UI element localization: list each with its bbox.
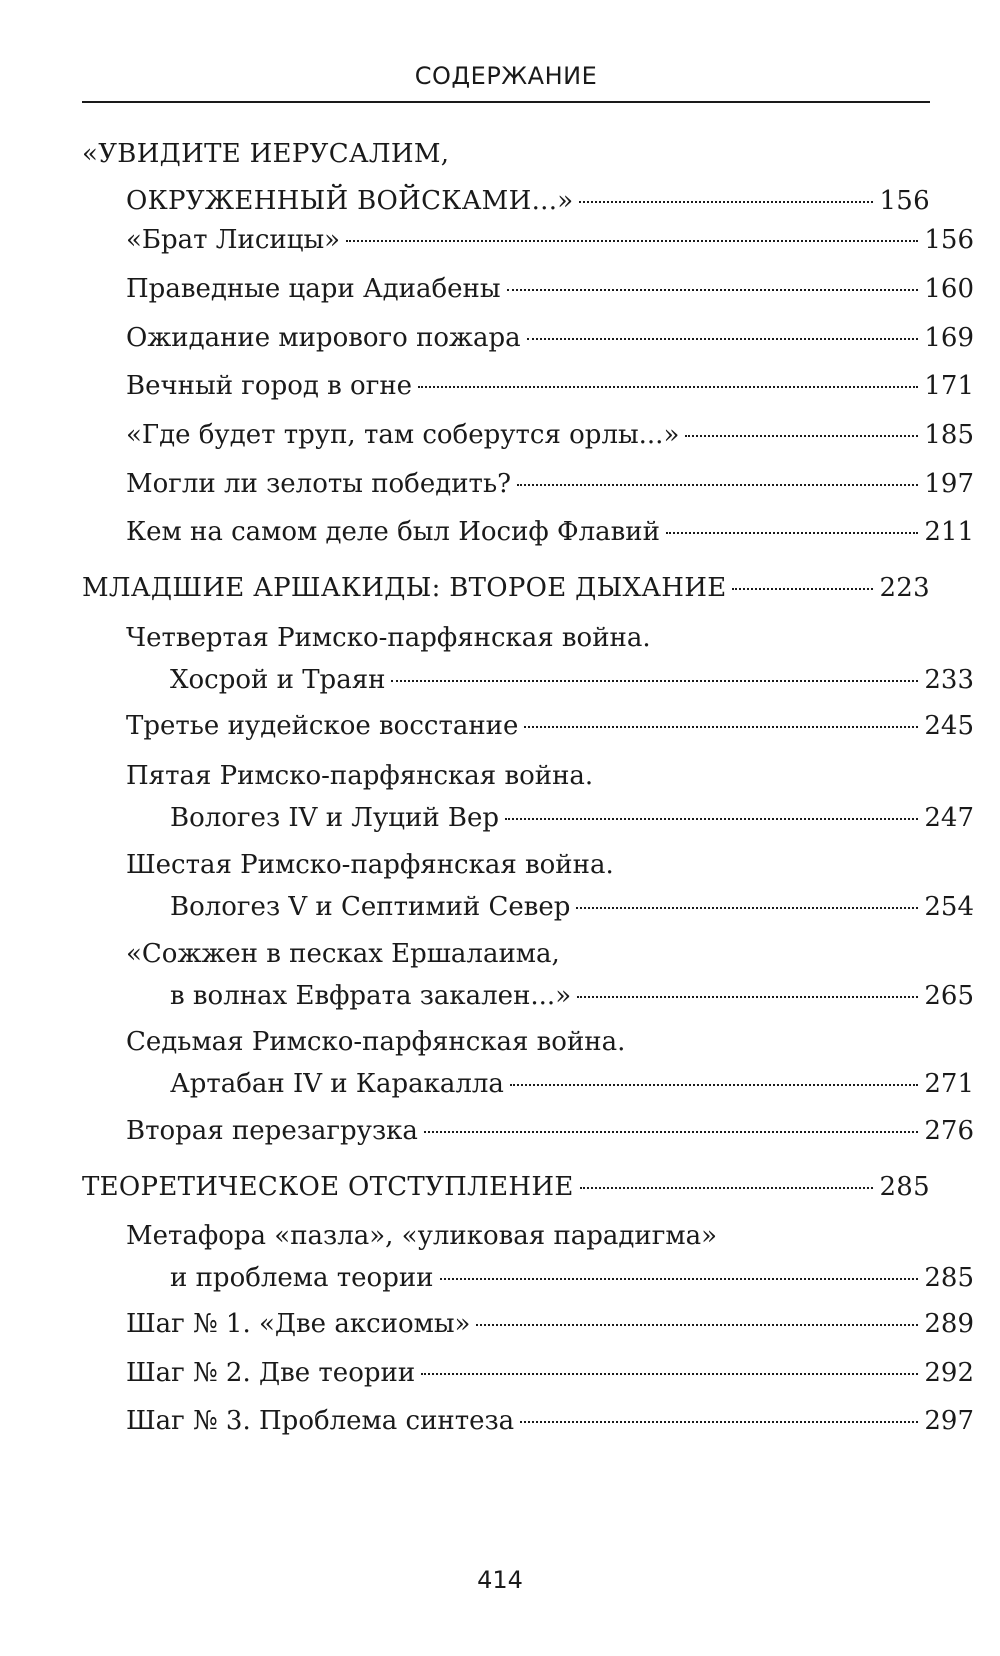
toc-part-entry[interactable] [82,1171,930,1203]
toc-entry-title: Артабан IV и Каракалла [170,1069,504,1099]
toc-entry-title: Могли ли зелоты победить? [126,469,512,499]
toc-entry-title-line1: Метафора «пазла», «уликовая парадигма» [126,1221,718,1251]
leader-dots [505,817,918,820]
toc-entry-title: Вторая перезагрузка [126,1116,418,1146]
toc-chapter-entry[interactable] [82,622,974,696]
toc-entry-title: МЛАДШИЕ АРШАКИДЫ: ВТОРОЕ ДЫХАНИЕ [82,573,727,603]
toc-page-number: 292 [924,1358,974,1388]
toc-chapter-entry[interactable] [82,516,974,548]
toc-part-entry[interactable] [82,138,930,217]
toc-chapter-entry[interactable] [82,322,974,354]
leader-dots [732,587,873,590]
toc-page-number: 233 [924,665,974,695]
toc-part-entry[interactable] [82,572,930,604]
toc-entry-title: Вечный город в огне [126,371,413,401]
toc-page-number: 211 [924,517,974,547]
toc-entry-title-line1: Пятая Римско-парфянская война. [126,761,594,791]
toc-page-number: 156 [924,225,974,255]
toc-entry-title: «Где будет труп, там соберутся орлы...» [126,420,680,450]
toc-entry-title: «Брат Лисицы» [126,225,341,255]
leader-dots [440,1277,919,1280]
toc-page-number: 271 [924,1069,974,1099]
toc-page-number: 247 [924,803,974,833]
leader-dots [421,1372,918,1375]
leader-dots [524,725,918,728]
leader-dots [418,385,918,388]
toc-entry-title: Хосрой и Траян [170,665,386,695]
toc-entry-title: Третье иудейское восстание [126,711,519,741]
toc-entry-title-line1: Четвертая Римско-парфянская война. [126,623,651,653]
running-header: СОДЕРЖАНИЕ [414,62,598,90]
toc-chapter-entry[interactable] [82,849,974,923]
toc-entry-title: Шаг № 1. «Две аксиомы» [126,1309,471,1339]
toc-entry-title: ТЕОРЕТИЧЕСКОЕ ОТСТУПЛЕНИЕ [82,1172,574,1202]
toc-chapter-entry[interactable] [82,1405,974,1437]
toc-chapter-entry[interactable] [82,1308,974,1340]
leader-dots [527,337,919,340]
toc-chapter-entry[interactable] [82,1115,974,1147]
toc-entry-title: в волнах Евфрата закален...» [170,981,572,1011]
toc-page-number: 171 [924,371,974,401]
toc-chapter-entry[interactable] [82,419,974,451]
leader-dots [391,679,918,682]
toc-entry-title: Ожидание мирового пожара [126,323,521,353]
leader-dots [346,239,918,242]
toc-page-number: 285 [879,1172,930,1202]
toc-entry-title-line1: Седьмая Римско-парфянская война. [126,1027,626,1057]
toc-page-number: 197 [924,469,974,499]
toc-chapter-entry[interactable] [82,224,974,256]
toc-chapter-entry[interactable] [82,760,974,834]
toc-page-number: 254 [924,892,974,922]
toc-page-number: 223 [879,573,930,603]
toc-entry-title: и проблема теории [170,1263,434,1293]
toc-entry-title: Вологез IV и Луций Вер [170,803,500,833]
leader-dots [666,531,918,534]
leader-dots [577,995,918,998]
toc-chapter-entry[interactable] [82,370,974,402]
toc-page-number: 285 [924,1263,974,1293]
leader-dots [517,483,918,486]
leader-dots [579,200,873,203]
toc-entry-title: Кем на самом деле был Иосиф Флавий [126,517,660,547]
leader-dots [424,1130,918,1133]
toc-chapter-entry[interactable] [82,710,974,742]
toc-page-number: 276 [924,1116,974,1146]
header-rule [82,101,930,103]
toc-entry-title: Праведные цари Адиабены [126,274,501,304]
toc-page-number: 297 [924,1406,974,1436]
toc-page-number: 156 [879,186,930,216]
leader-dots [510,1083,918,1086]
leader-dots [476,1323,918,1326]
toc-chapter-entry[interactable] [82,468,974,500]
leader-dots [520,1420,918,1423]
toc-chapter-entry[interactable] [82,1026,974,1100]
leader-dots [507,288,919,291]
leader-dots [580,1186,874,1189]
toc-chapter-entry[interactable] [82,1220,974,1294]
toc-chapter-entry[interactable] [82,1357,974,1389]
toc-chapter-entry[interactable] [82,938,974,1012]
toc-entry-title-line1: «Сожжен в песках Ершалаима, [126,939,560,969]
toc-page-number: 245 [924,711,974,741]
toc-entry-title-line1: Шестая Римско-парфянская война. [126,850,614,880]
page-number: 414 [477,1566,523,1594]
toc-chapter-entry[interactable] [82,273,974,305]
toc-page-number: 265 [924,981,974,1011]
leader-dots [685,434,918,437]
toc-page-number: 169 [924,323,974,353]
toc-entry-title: Шаг № 2. Две теории [126,1358,416,1388]
toc-page-number: 160 [924,274,974,304]
toc-page-number: 289 [924,1309,974,1339]
toc-entry-title-line1: «УВИДИТЕ ИЕРУСАЛИМ, [82,139,450,169]
toc-entry-title: ОКРУЖЕННЫЙ ВОЙСКАМИ...» [126,186,574,216]
leader-dots [576,906,918,909]
toc-entry-title: Шаг № 3. Проблема синтеза [126,1406,515,1436]
toc-page-number: 185 [924,420,974,450]
toc-entry-title: Вологез V и Септимий Север [170,892,571,922]
